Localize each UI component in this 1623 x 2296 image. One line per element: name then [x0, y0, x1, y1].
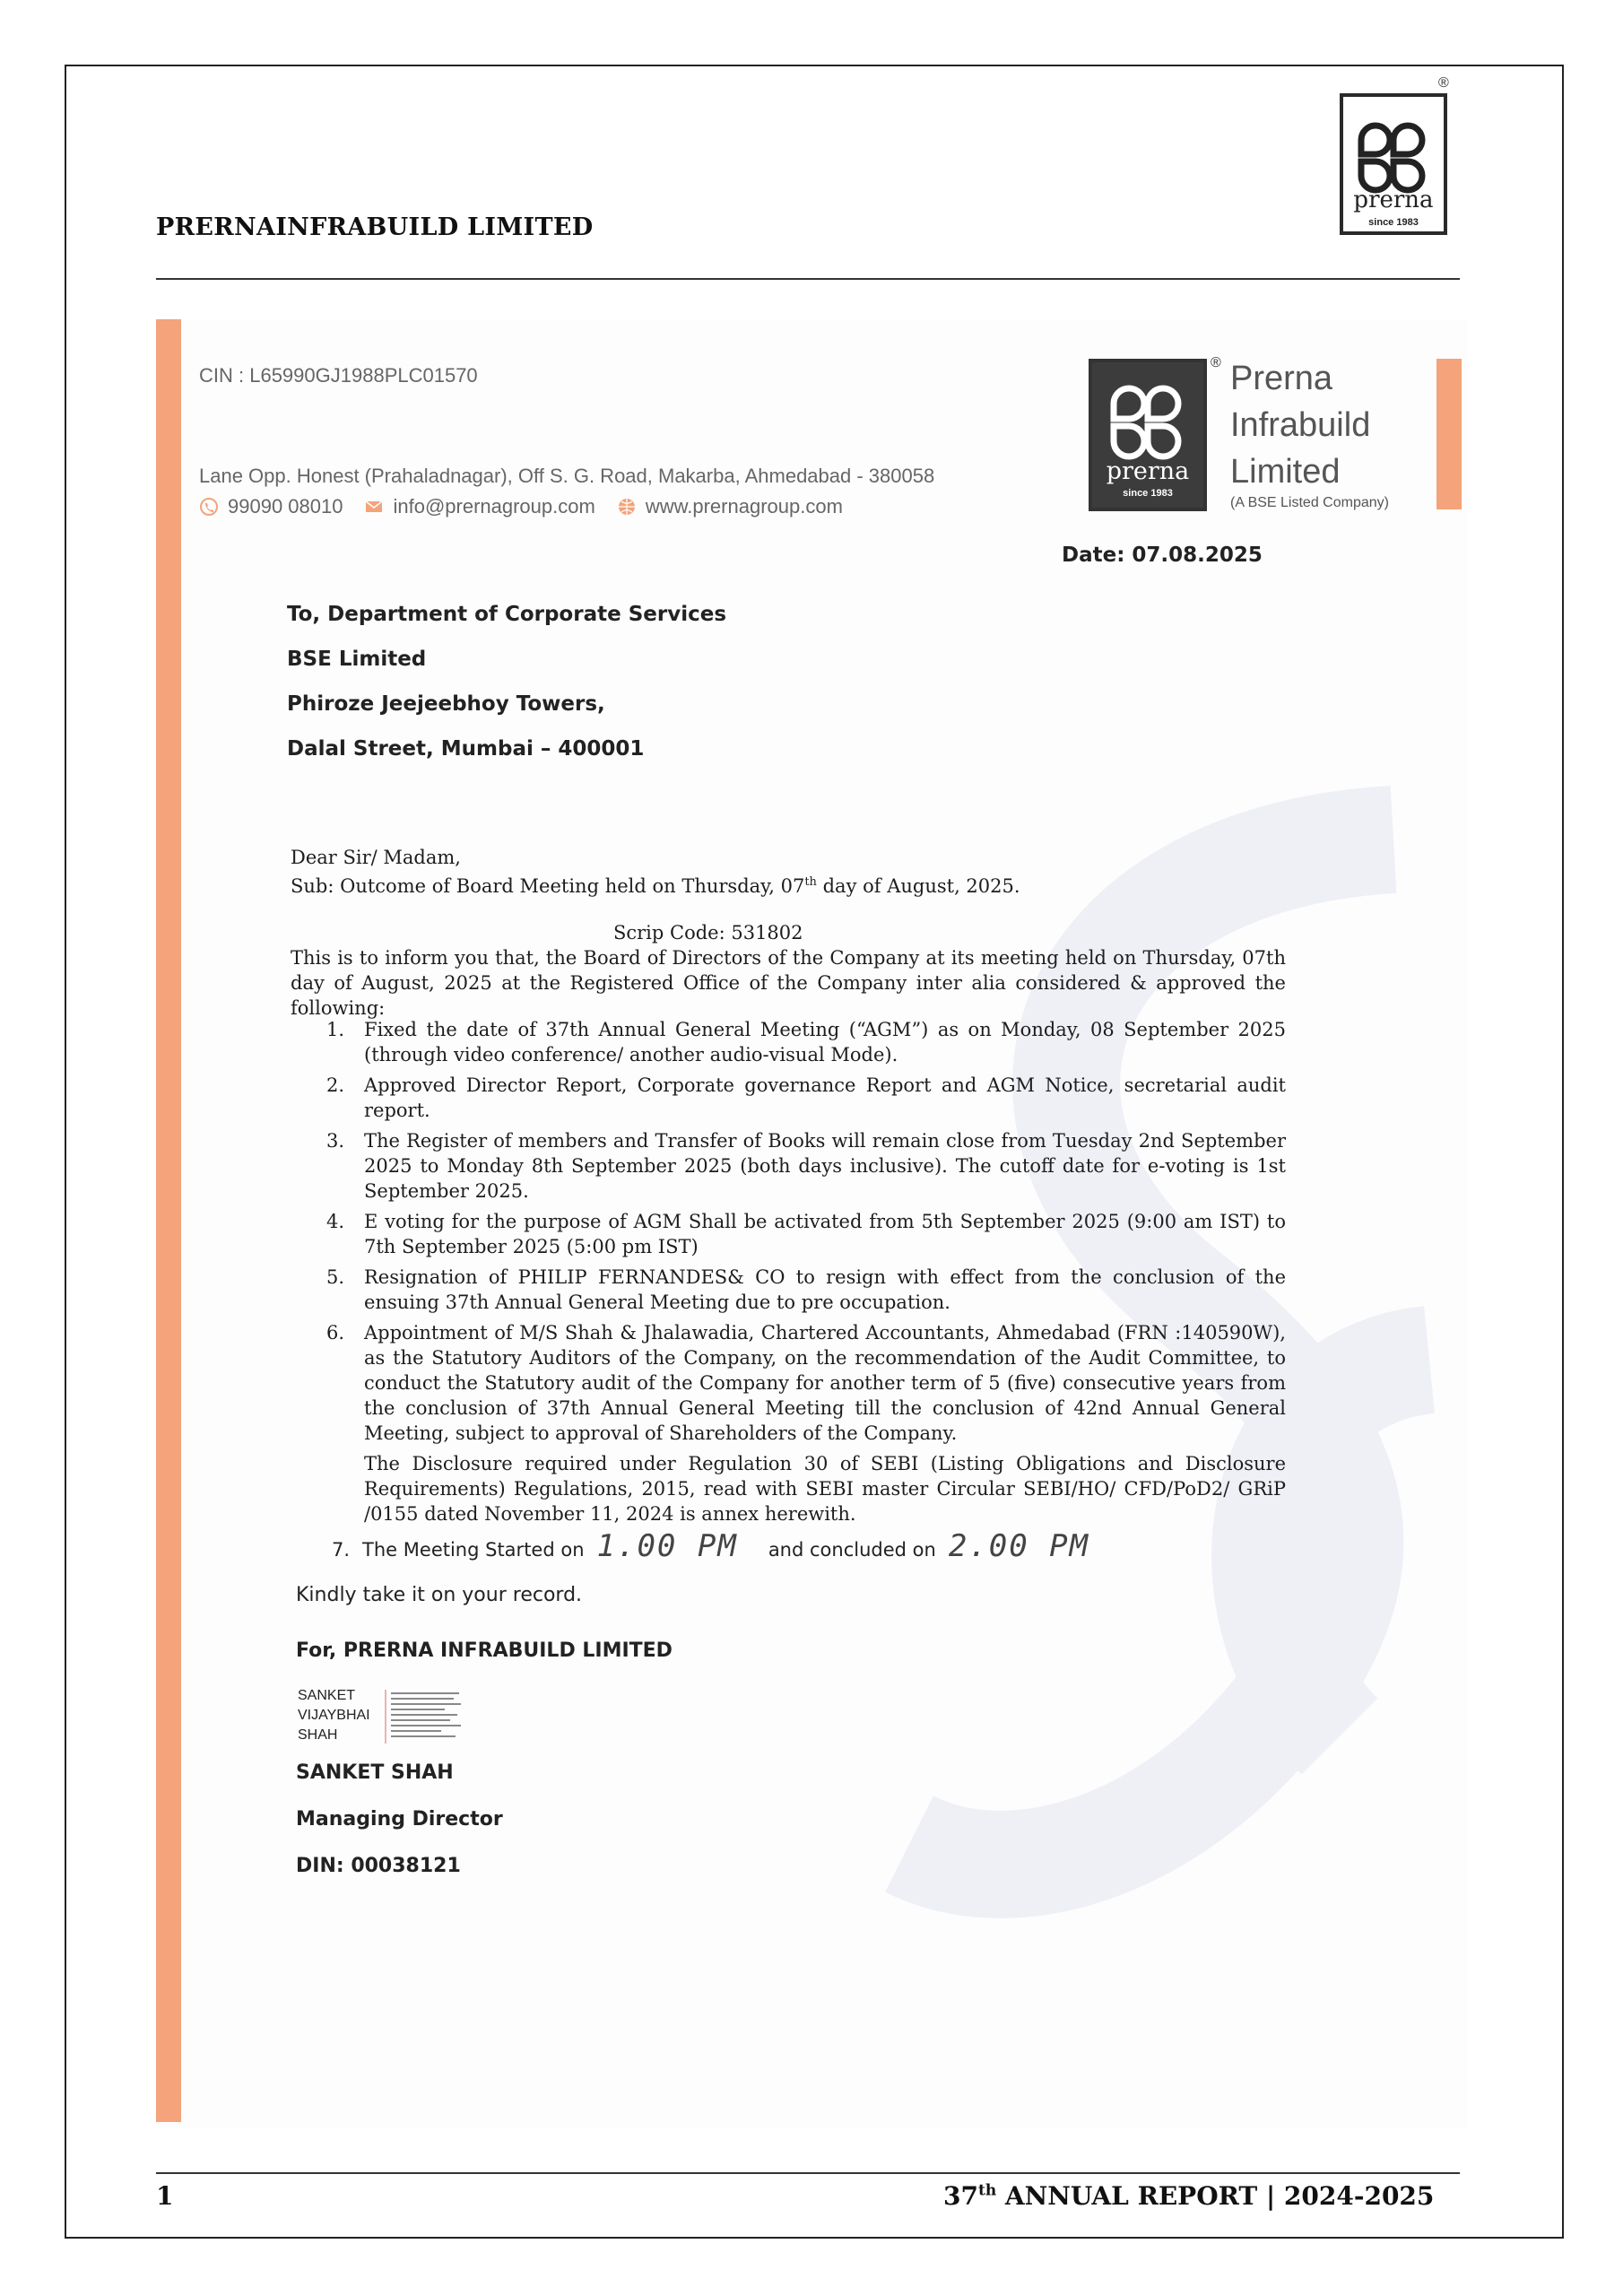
- subject-sup: th: [804, 875, 817, 889]
- letterhead-company-name: [1230, 355, 1370, 495]
- header-rule: [156, 278, 1460, 280]
- intro-paragraph: This is to inform you that, the Board of Directors of the Company at its meeting held on Thursday, 07th day of August, 2025 at the Registered Office of the Company inter alia considered & approved the following:: [291, 947, 1286, 1019]
- subject-line: [291, 870, 1286, 899]
- resolution-list: [326, 1017, 1286, 1532]
- letterhead-contacts: [199, 495, 843, 518]
- item-number: 4.: [326, 1211, 345, 1232]
- letterhead-email: info@prernagroup.com: [393, 495, 595, 517]
- meeting-started-label: The Meeting Started on: [362, 1539, 585, 1561]
- prerna-logo-letterhead: [1089, 359, 1207, 511]
- signatory-din: DIN: 00038121: [296, 1855, 461, 1877]
- signatory-name: SANKET SHAH: [296, 1761, 454, 1784]
- globe-icon: [617, 497, 637, 517]
- page-header-title: PRERNAINFRABUILD LIMITED: [156, 213, 594, 241]
- digital-signature-name: [298, 1686, 370, 1745]
- report-suffix: ANNUAL REPORT | 2024-2025: [996, 2181, 1435, 2211]
- prerna-logo-mark-icon: [1092, 362, 1203, 508]
- letterhead-address: Lane Opp. Honest (Prahaladnagar), Off S. G. Road, Makarba, Ahmedabad - 380058: [199, 465, 935, 487]
- scanned-letter: [156, 319, 1467, 2127]
- salutation: Dear Sir/ Madam,: [291, 847, 461, 868]
- phone-icon: [199, 497, 219, 517]
- resolution-item: [326, 1320, 1286, 1446]
- item-number: 5.: [326, 1266, 345, 1288]
- company-name-line: Limited: [1230, 453, 1341, 491]
- disclosure-text: The Disclosure required under Regulation 30 of SEBI (Listing Obligations and Disclosure Requirements) Regulations, 2015, read with SEBI master Circular SEBI/HO/ CFD/PoD2/ GRiP /0155 dated November 11, 2024 is annex herewith.: [364, 1453, 1286, 1525]
- signature-name-line: VIJAYBHAI: [298, 1708, 370, 1723]
- footer-report-title: [943, 2181, 1434, 2211]
- resolution-item: [326, 1265, 1286, 1315]
- meeting-concluded-label: and concluded on: [768, 1539, 936, 1561]
- item-number: 1.: [326, 1019, 345, 1040]
- registered-mark: ®: [1438, 75, 1449, 91]
- letter-date: Date: 07.08.2025: [1062, 544, 1263, 567]
- resolution-item: [326, 1073, 1286, 1123]
- item-number: 3.: [326, 1130, 345, 1152]
- letterhead-listed-note: (A BSE Listed Company): [1230, 495, 1389, 510]
- resolution-item: [326, 1017, 1286, 1067]
- item-number: 2.: [326, 1074, 345, 1096]
- digital-signature-stamp-icon: [382, 1688, 464, 1745]
- signature-name-line: SHAH: [298, 1727, 338, 1743]
- disclosure-note: [326, 1451, 1286, 1526]
- item-text: The Register of members and Transfer of Books will remain close from Tuesday 2nd September 2025 to Monday 8th September 2025 (both days inclusive). The cutoff date for e-voting is 1st September 2025.: [364, 1130, 1286, 1202]
- logo-since: since 1983: [1368, 217, 1419, 228]
- subject-suffix: day of August, 2025.: [816, 875, 1020, 897]
- meeting-start-time: 1.00 PM: [596, 1528, 738, 1564]
- item-number: 6.: [326, 1322, 345, 1344]
- subject-prefix: Sub: Outcome of Board Meeting held on Thursday, 07: [291, 875, 805, 897]
- report-sup: th: [977, 2181, 997, 2200]
- letterhead-website: www.prernagroup.com: [645, 495, 843, 517]
- item-text: Appointment of M/S Shah & Jhalawadia, Chartered Accountants, Ahmedabad (FRN :140590W), as the Statutory Auditors of the Company, on the recommendation of the Audit Committee, to conduct the Statutory audit of the Company for another term of 5 (five) consecutive years from the conclusion of 37th Annual General Meeting till the conclusion of 42nd Annual General Meeting, subject to approval of Shareholders of the Company.: [364, 1322, 1286, 1444]
- item-text: Resignation of PHILIP FERNANDES& CO to resign with effect from the conclusion of the ensuing 37th Annual General Meeting due to pre occupation.: [364, 1266, 1286, 1313]
- logo-since: since 1983: [1123, 488, 1173, 499]
- letterhead-cin: CIN : L65990GJ1988PLC01570: [199, 364, 478, 387]
- recipient-line: Dalal Street, Mumbai – 400001: [287, 737, 645, 761]
- prerna-logo-top: [1340, 93, 1447, 235]
- recipient-line: To, Department of Corporate Services: [287, 603, 727, 626]
- scrip-code: Scrip Code: 531802: [613, 922, 803, 944]
- resolution-item: [326, 1209, 1286, 1259]
- registered-mark: ®: [1211, 355, 1221, 370]
- item-number: 7.: [332, 1539, 351, 1561]
- for-company: For, PRERNA INFRABUILD LIMITED: [296, 1639, 673, 1662]
- recipient-line: Phiroze Jeejeebhoy Towers,: [287, 692, 605, 716]
- closing-line: Kindly take it on your record.: [296, 1584, 583, 1606]
- recipient-line: BSE Limited: [287, 648, 427, 671]
- report-prefix: 37: [943, 2181, 978, 2211]
- item-text: Approved Director Report, Corporate governance Report and AGM Notice, secretarial audit report.: [364, 1074, 1286, 1121]
- letter-accent-stripe-left: [156, 319, 181, 2122]
- page-number: 1: [156, 2181, 174, 2211]
- footer-rule: [156, 2172, 1460, 2174]
- signature-name-line: SANKET: [298, 1688, 356, 1703]
- letter-accent-stripe-right: [1436, 359, 1462, 509]
- company-name-line: Infrabuild: [1230, 406, 1371, 444]
- item-text: Fixed the date of 37th Annual General Meeting (“AGM”) as on Monday, 08 September 2025 (through video conference/ another audio-visual Mode).: [364, 1019, 1286, 1065]
- resolution-item: [326, 1128, 1286, 1204]
- meeting-times: [332, 1528, 1089, 1564]
- company-name-line: Prerna: [1230, 360, 1333, 397]
- signatory-designation: Managing Director: [296, 1808, 503, 1831]
- item-text: E voting for the purpose of AGM Shall be activated from 5th September 2025 (9:00 am IST) to 7th September 2025 (5:00 pm IST): [364, 1211, 1286, 1257]
- letterhead-phone: 99090 08010: [228, 495, 343, 517]
- logo-word: prerna: [1353, 187, 1434, 213]
- email-icon: [364, 497, 384, 517]
- logo-word: prerna: [1106, 457, 1190, 485]
- meeting-end-time: 2.00 PM: [948, 1528, 1090, 1564]
